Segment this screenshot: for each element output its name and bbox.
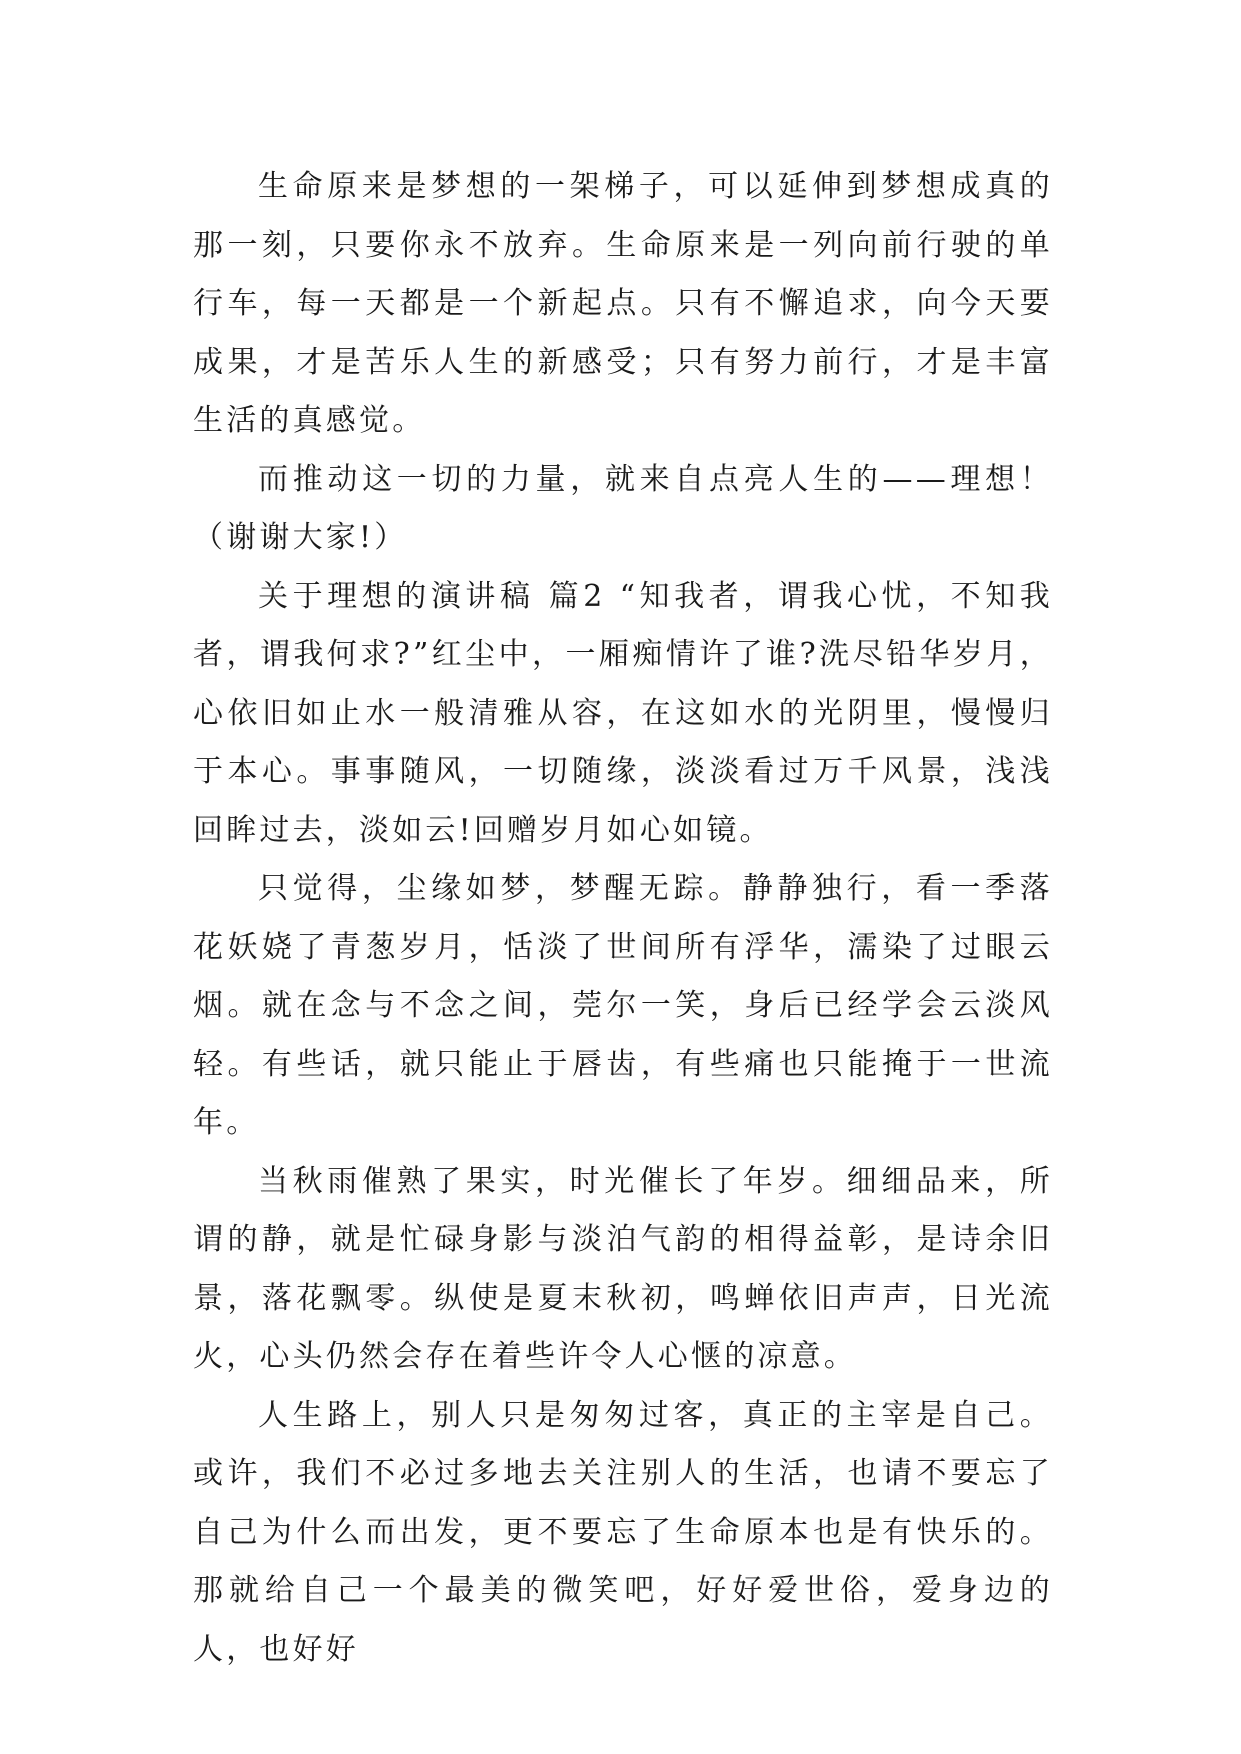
paragraph-autumn-rain: 当秋雨催熟了果实，时光催长了年岁。细细品来，所谓的静，就是忙碌身影与淡泊气韵的相得益彰，是诗余旧景，落花飘零。纵使是夏末秋初，鸣蝉依旧声声，日光流火，心头仍然会存在着些许令人心惬的凉意。 (193, 1163, 1053, 1374)
paragraph-life-ladder: 生命原来是梦想的一架梯子，可以延伸到梦想成真的那一刻，只要你永不放弃。生命原来是一列向前行驶的单行车，每一天都是一个新起点。只有不懈追求，向今天要成果，才是苦乐人生的新感受；只有努力前行，才是丰富生活的真感觉。 (193, 169, 1053, 438)
paragraph-dust-dream: 只觉得，尘缘如梦，梦醒无踪。静静独行，看一季落花妖娆了青葱岁月，恬淡了世间所有浮华，濡染了过眼云烟。就在念与不念之间，莞尔一笑，身后已经学会云淡风轻。有些话，就只能止于唇齿，有些痛也只能掩于一世流年。 (193, 871, 1053, 1140)
paragraph-life-road: 人生路上，别人只是匆匆过客，真正的主宰是自己。或许，我们不必过多地去关注别人的生活，也请不要忘了自己为什么而出发，更不要忘了生命原本也是有快乐的。那就给自己一个最美的微笑吧，好好爱世俗，爱身边的人，也好好 (193, 1397, 1053, 1667)
document-page (193, 158, 1053, 1679)
paragraph-ideal-power: 而推动这一切的力量，就来自点亮人生的——理想！（谢谢大家!） (193, 461, 1053, 555)
paragraph-speech-2-intro: 关于理想的演讲稿 篇2 “知我者，谓我心忧，不知我者，谓我何求?”红尘中，一厢痴情许了谁?洗尽铅华岁月，心依旧如止水一般清雅从容，在这如水的光阴里，慢慢归于本心。事事随风，一切随缘，淡淡看过万千风景，浅浅回眸过去，淡如云!回赠岁月如心如镜。 (193, 578, 1053, 848)
